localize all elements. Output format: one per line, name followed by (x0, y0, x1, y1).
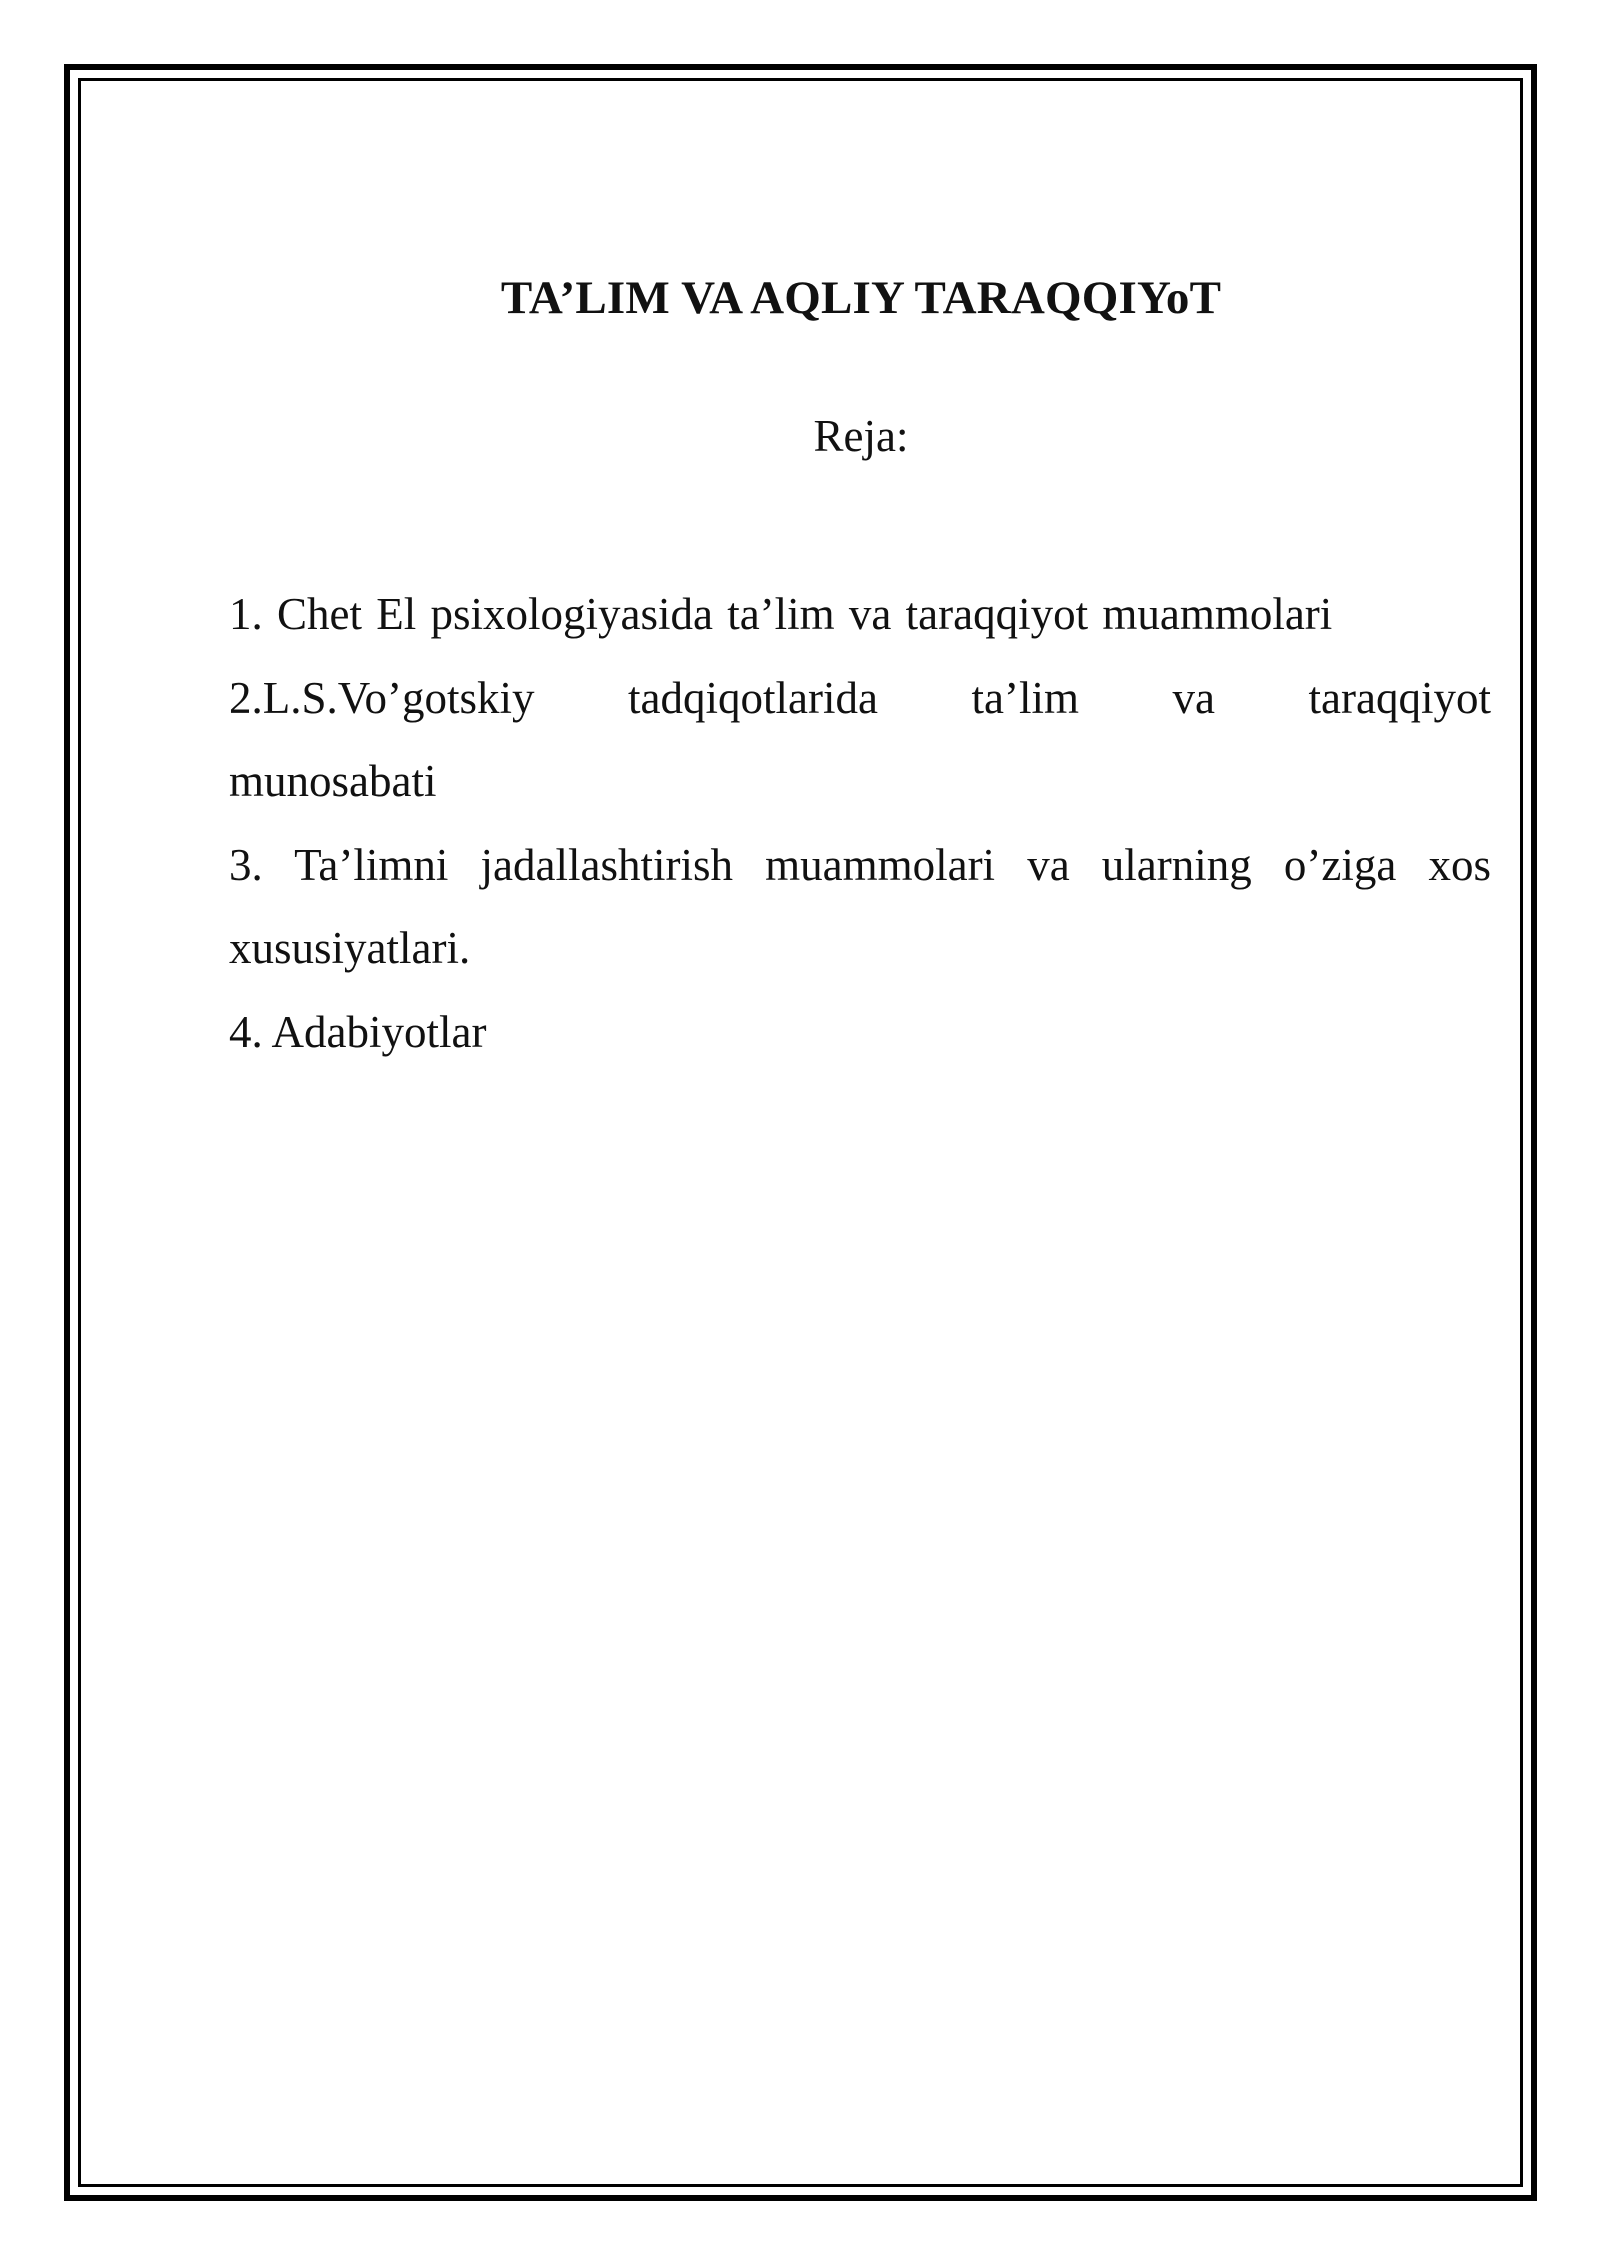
plan-list (229, 573, 1491, 1074)
plan-heading: Reja: (813, 411, 909, 461)
page-border-inner (78, 78, 1523, 2187)
plan-item-4: 4. Adabiyotlar (229, 1006, 487, 1057)
plan-item-3: 3. Ta’limni jadallashtirish muammolari va ularning o’ziga xos xususiyatlari. (229, 839, 1491, 973)
document-title: TA’LIM VA AQLIY TARAQQIYoT (500, 272, 1222, 325)
plan-item-2: 2.L.S.Vo’gotskiy tadqiqotlarida ta’lim va taraqqiyot munosabati (229, 672, 1491, 806)
plan-item-1: 1. Chet El psixologiyasida ta’lim va taraqqiyot muammolari (229, 589, 1333, 639)
